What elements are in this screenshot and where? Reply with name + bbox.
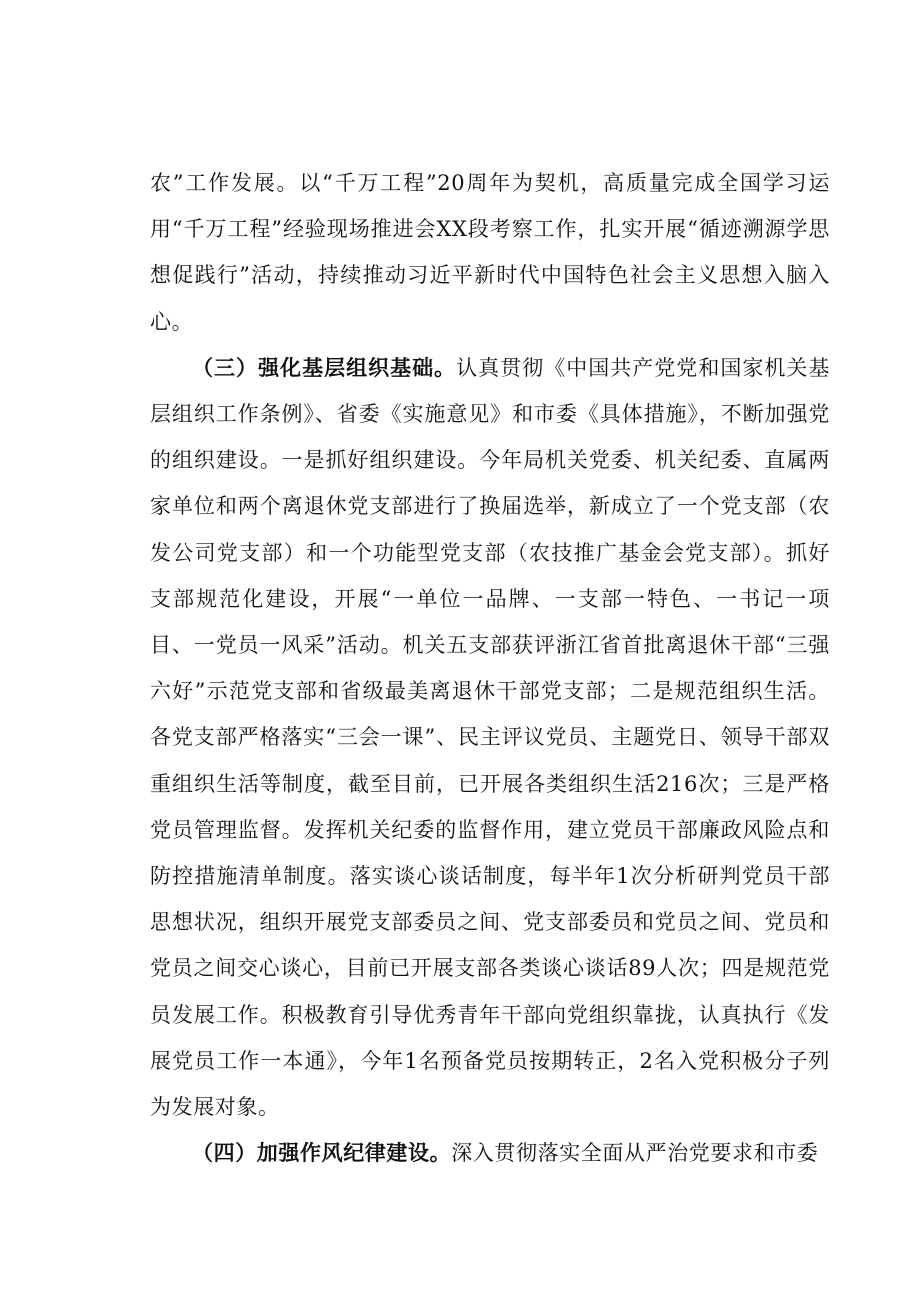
document-body — [150, 160, 830, 1176]
paragraph-text: 深入贯彻落实全面从严治党要求和市委 — [451, 1141, 819, 1166]
paragraph-text: 农”工作发展。以“千万工程”20周年为契机，高质量完成全国学习运用“千万工程”经验现场推进会XX段考察工作，扎实开展“循迹溯源学思想促践行”活动，持续推动习近平新时代中国特色社会主义思想入脑入心。 — [150, 171, 830, 334]
section-heading: （三）强化基层组织基础。 — [192, 355, 457, 380]
paragraph-continuation — [150, 160, 830, 345]
paragraph-text: 认真贯彻《中国共产党党和国家机关基层组织工作条例》、省委《实施意见》和市委《具体措施》，不断加强党的组织建设。一是抓好组织建设。今年局机关党委、机关纪委、直属两家单位和两个离退休党支部进行了换届选举，新成立了一个党支部（农发公司党支部）和一个功能型党支部（农技推广基金会党支部）。抓好支部规范化建设，开展“一单位一品牌、一支部一特色、一书记一项目、一党员一风采”活动。机关五支部获评浙江省首批离退休干部“三强六好”示范党支部和省级最美离退休干部党支部；二是规范组织生活。各党支部严格落实“三会一课”、民主评议党员、主题党日、领导干部双重组织生活等制度，截至目前，已开展各类组织生活216次；三是严格党员管理监督。发挥机关纪委的监督作用，建立党员干部廉政风险点和防控措施清单制度。落实谈心谈话制度，每半年1次分析研判党员干部思想状况，组织开展党支部委员之间、党支部委员和党员之间、党员和党员之间交心谈心，目前已开展支部各类谈心谈话89人次；四是规范党员发展工作。积极教育引导优秀青年干部向党组织靠拢，认真执行《发展党员工作一本通》，今年1名预备党员按期转正，2名入党积极分子列为发展对象。 — [150, 355, 830, 1120]
paragraph-section-4 — [150, 1130, 830, 1176]
section-heading: （四）加强作风纪律建设。 — [192, 1141, 452, 1166]
paragraph-section-3 — [150, 345, 830, 1130]
